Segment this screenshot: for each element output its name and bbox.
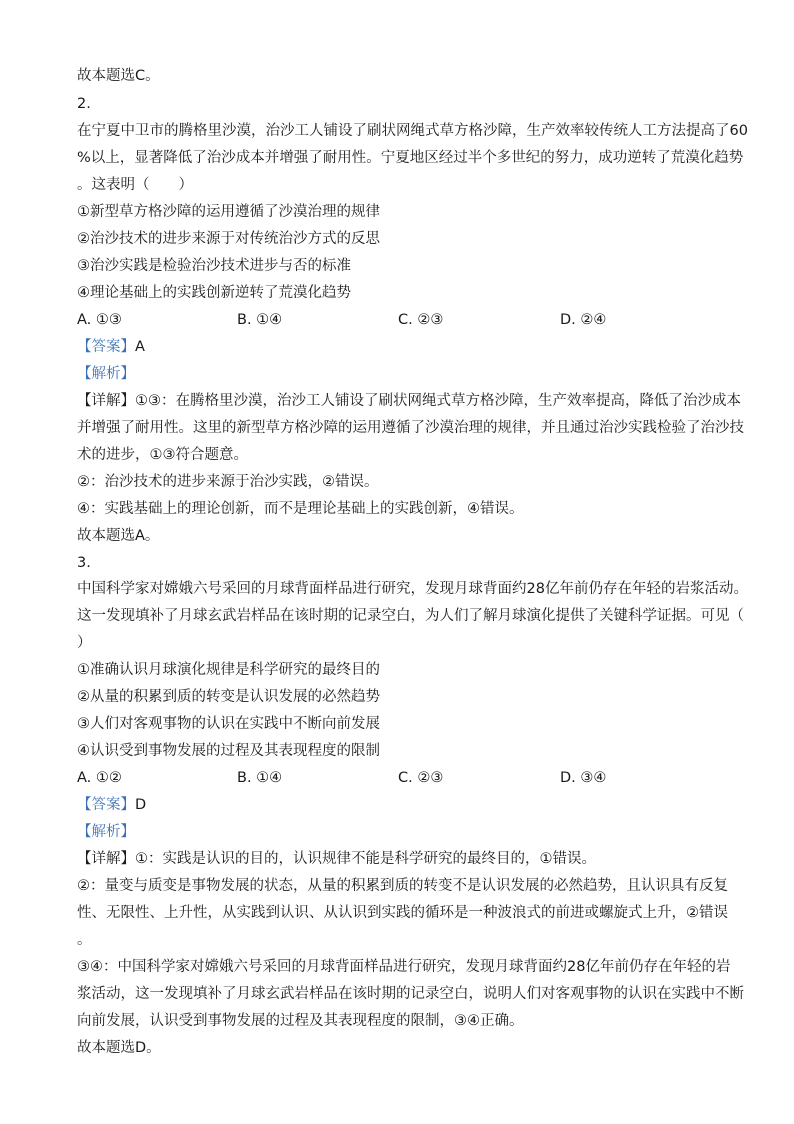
q2-choice-b: B. ①④ xyxy=(237,312,283,328)
q2-detail-line: 术的进步，①③符合题意。 xyxy=(77,447,248,463)
q3-analysis-tag xyxy=(77,822,135,842)
q3-answer xyxy=(77,795,146,815)
detail-text: ①③：在腾格里沙漠，治沙工人铺设了刷状网绳式草方格沙障，生产效率提高，降低了治沙成本 xyxy=(135,393,741,409)
q2-analysis-tag xyxy=(77,364,135,384)
q2-detail-line xyxy=(77,391,741,411)
q3-statement: ④认识受到事物发展的过程及其表现程度的限制 xyxy=(77,743,380,759)
q3-statement: ②从量的积累到质的转变是认识发展的必然趋势 xyxy=(77,689,380,705)
q3-detail-line: 向前发展，认识受到事物发展的过程及其表现程度的限制，③④正确。 xyxy=(77,1013,524,1029)
q3-detail-line: ②：量变与质变是事物发展的状态，从量的积累到质的转变不是认识发展的必然趋势，且认识具有反复 xyxy=(77,878,728,894)
q2-conclusion: 故本题选A。 xyxy=(77,528,160,544)
q3-choice-a: A. ①② xyxy=(77,770,122,786)
q2-stem-line: 。这表明（ ） xyxy=(77,177,193,193)
detail-tag: 【详解】 xyxy=(77,393,135,409)
q3-detail-line: 。 xyxy=(77,932,92,948)
q2-statement: ①新型草方格沙障的运用遵循了沙漠治理的规律 xyxy=(77,204,380,220)
q2-answer xyxy=(77,337,145,357)
q3-choice-c: C. ②③ xyxy=(398,770,444,786)
q3-detail-line xyxy=(77,849,596,869)
q2-stem-line: %以上，显著降低了治沙成本并增强了耐用性。宁夏地区经过半个多世纪的努力，成功逆转了荒漠化趋势 xyxy=(77,150,744,166)
analysis-tag: 【解析】 xyxy=(77,366,135,382)
detail-text: ①：实践是认识的目的，认识规律不能是科学研究的最终目的，①错误。 xyxy=(135,851,596,867)
q2-number: 2. xyxy=(77,96,91,112)
answer-value: A xyxy=(135,339,145,355)
q3-detail-line: ③④：中国科学家对嫦娥六号采回的月球背面样品进行研究，发现月球背面约28亿年前仍存在年轻的岩 xyxy=(77,959,731,975)
q1-conclusion: 故本题选C。 xyxy=(77,68,160,84)
detail-tag: 【详解】 xyxy=(77,851,135,867)
q3-choice-b: B. ①④ xyxy=(237,770,283,786)
q3-stem-line: ） xyxy=(77,635,92,651)
q2-detail-line: ②：治沙技术的进步来源于治沙实践，②错误。 xyxy=(77,474,379,490)
q3-choice-d: D. ③④ xyxy=(560,770,607,786)
q3-number: 3. xyxy=(77,555,91,571)
q2-choice-c: C. ②③ xyxy=(398,312,444,328)
q2-detail-line: ④：实践基础上的理论创新，而不是理论基础上的实践创新，④错误。 xyxy=(77,501,524,517)
q2-detail-line: 并增强了耐用性。这里的新型草方格沙障的运用遵循了沙漠治理的规律，并且通过治沙实践检验了治沙技 xyxy=(77,420,744,436)
q3-stem-line: 中国科学家对嫦娥六号采回的月球背面样品进行研究，发现月球背面约28亿年前仍存在年轻的岩浆活动。 xyxy=(77,581,748,597)
answer-value: D xyxy=(135,797,147,813)
q2-choice-d: D. ②④ xyxy=(560,312,607,328)
q3-statement: ③人们对客观事物的认识在实践中不断向前发展 xyxy=(77,716,380,732)
q3-stem-line: 这一发现填补了月球玄武岩样品在该时期的记录空白，为人们了解月球演化提供了关键科学证据。可见（ xyxy=(77,608,744,624)
q2-statement: ④理论基础上的实践创新逆转了荒漠化趋势 xyxy=(77,285,351,301)
q3-detail-line: 浆活动，这一发现填补了月球玄武岩样品在该时期的记录空白，说明人们对客观事物的认识在实践中不断 xyxy=(77,986,744,1002)
q2-stem-line: 在宁夏中卫市的腾格里沙漠，治沙工人铺设了刷状网绳式草方格沙障，生产效率较传统人工方法提高了60 xyxy=(77,123,748,139)
q3-detail-line: 性、无限性、上升性，从实践到认识、从认识到实践的循环是一种波浪式的前进或螺旋式上升，②错误 xyxy=(77,905,728,921)
answer-tag: 【答案】 xyxy=(77,797,135,813)
q2-statement: ③治沙实践是检验治沙技术进步与否的标准 xyxy=(77,258,351,274)
analysis-tag: 【解析】 xyxy=(77,824,135,840)
answer-tag: 【答案】 xyxy=(77,339,135,355)
q2-choice-a: A. ①③ xyxy=(77,312,122,328)
q3-statement: ①准确认识月球演化规律是科学研究的最终目的 xyxy=(77,662,380,678)
q3-conclusion: 故本题选D。 xyxy=(77,1040,161,1056)
q2-statement: ②治沙技术的进步来源于对传统治沙方式的反思 xyxy=(77,231,380,247)
